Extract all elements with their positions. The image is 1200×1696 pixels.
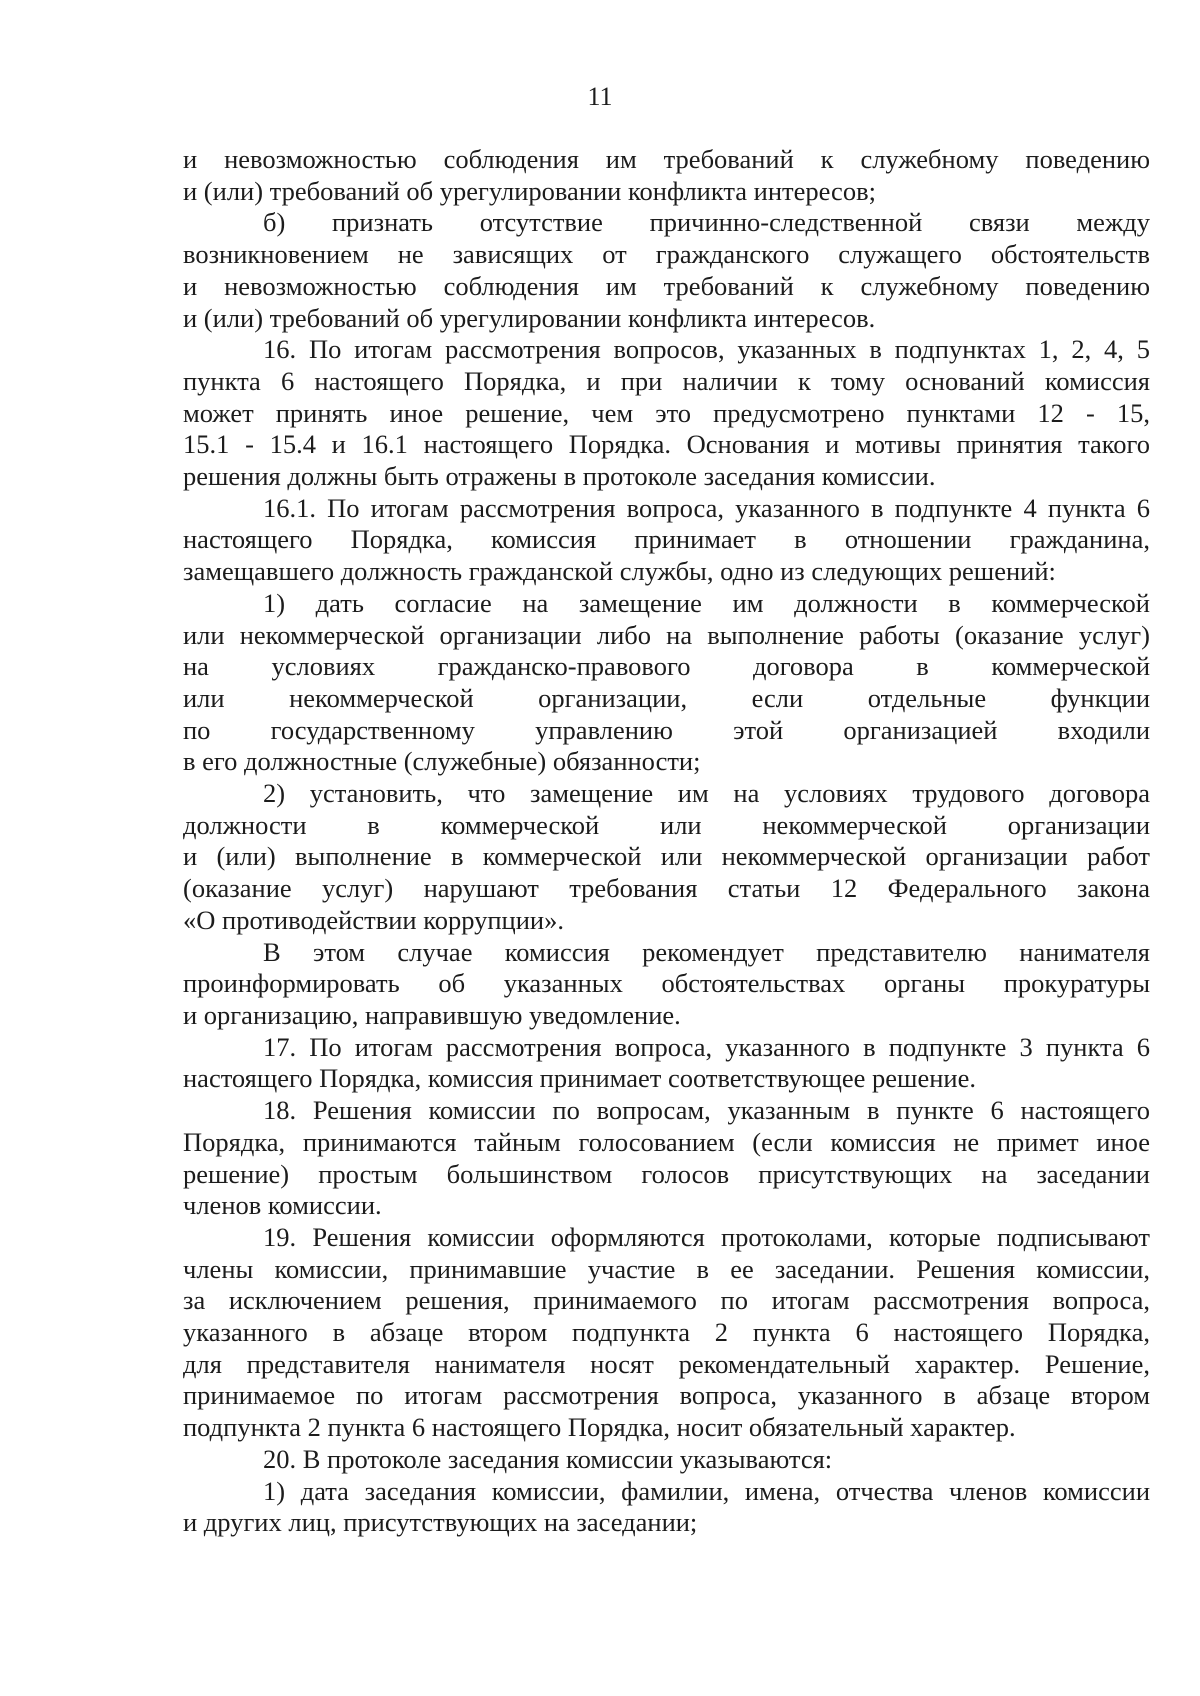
text-line: замещавшего должность гражданской службы, одно из следующих решений: [183,556,1056,587]
text-line: «О противодействии коррупции». [183,904,564,935]
text-line: и невозможностью соблюдения им требований к служебному поведению [183,144,1150,174]
text-line: 15.1 - 15.4 и 16.1 настоящего Порядка. Основания и мотивы принятия такого [183,429,1150,460]
paragraph [183,144,1150,207]
text-line: 16. По итогам рассмотрения вопросов, указанных в подпунктах 1, 2, 4, 5 [263,334,1150,365]
text-line: на условиях гражданско-правового договора в коммерческой [183,651,1150,682]
text-line: подпункта 2 пункта 6 настоящего Порядка, носит обязательный характер. [183,1412,1016,1443]
text-line: 18. Решения комиссии по вопросам, указанным в пункте 6 настоящего [263,1095,1150,1126]
text-line: в его должностные (служебные) обязанности; [183,746,701,777]
text-line: 17. По итогам рассмотрения вопроса, указанного в подпункте 3 пункта 6 [263,1031,1150,1062]
text-line: 19. Решения комиссии оформляются протоколами, которые подписывают [263,1221,1150,1252]
paragraph [183,937,1150,1032]
paragraph [183,1032,1150,1095]
text-line: за исключением решения, принимаемого по итогам рассмотрения вопроса, [183,1285,1150,1316]
paragraph [183,493,1150,588]
text-line: решение) простым большинством голосов присутствующих на заседании [183,1158,1150,1189]
text-line: указанного в абзаце втором подпункта 2 пункта 6 настоящего Порядка, [183,1317,1150,1348]
text-line: настоящего Порядка, комиссия принимает соответствующее решение. [183,1063,976,1094]
text-line: члены комиссии, принимавшие участие в ее заседании. Решения комиссии, [183,1253,1150,1284]
text-line: по государственному управлению этой организацией входили [183,714,1150,745]
text-line: 2) установить, что замещение им на условиях трудового договора [263,778,1150,809]
text-line: и (или) требований об урегулировании конфликта интересов; [183,175,876,206]
text-line: для представителя нанимателя носят рекомендательный характер. Решение, [183,1348,1150,1379]
text-line: принимаемое по итогам рассмотрения вопроса, указанного в абзаце втором [183,1380,1150,1411]
text-line: В этом случае комиссия рекомендует представителю нанимателя [263,936,1150,967]
text-line: 20. В протоколе заседания комиссии указываются: [263,1443,833,1474]
text-line: или некоммерческой организации либо на выполнение работы (оказание услуг) [183,619,1150,650]
text-line: проинформировать об указанных обстоятельствах органы прокуратуры [183,968,1150,999]
paragraph [183,1095,1150,1222]
text-line: 16.1. По итогам рассмотрения вопроса, указанного в подпункте 4 пункта 6 [263,492,1150,523]
page-number: 11 [587,82,613,111]
text-line: 1) дата заседания комиссии, фамилии, имена, отчества членов комиссии [263,1475,1150,1506]
text-line: 1) дать согласие на замещение им должности в коммерческой [263,587,1150,618]
text-line: и (или) требований об урегулировании конфликта интересов. [183,302,876,333]
text-line: решения должны быть отражены в протоколе заседания комиссии. [183,461,936,492]
paragraph [183,207,1150,334]
paragraph [183,1444,1150,1476]
text-line: должности в коммерческой или некоммерческой организации [183,809,1150,840]
paragraph [183,588,1150,778]
text-line: может принять иное решение, чем это предусмотрено пунктами 12 - 15, [183,397,1150,428]
paragraph [183,1476,1150,1539]
text-line: возникновением не зависящих от гражданского служащего обстоятельств [183,239,1150,270]
text-line: членов комиссии. [183,1190,382,1221]
text-line: б) признать отсутствие причинно-следственной связи между [263,207,1150,238]
text-line: Порядка, принимаются тайным голосованием (если комиссия не примет иное [183,1126,1150,1157]
paragraph [183,778,1150,937]
document-body [183,144,1150,1539]
text-line: пункта 6 настоящего Порядка, и при наличии к тому оснований комиссия [183,365,1150,396]
paragraph [183,334,1150,493]
text-line: и организацию, направившую уведомление. [183,999,681,1030]
text-line: или некоммерческой организации, если отдельные функции [183,682,1150,713]
text-line: и (или) выполнение в коммерческой или некоммерческой организации работ [183,841,1150,872]
text-line: настоящего Порядка, комиссия принимает в отношении гражданина, [183,524,1150,555]
paragraph [183,1222,1150,1444]
text-line: и других лиц, присутствующих на заседании; [183,1507,698,1538]
text-line: (оказание услуг) нарушают требования статьи 12 Федерального закона [183,873,1150,904]
text-line: и невозможностью соблюдения им требований к служебному поведению [183,270,1150,301]
